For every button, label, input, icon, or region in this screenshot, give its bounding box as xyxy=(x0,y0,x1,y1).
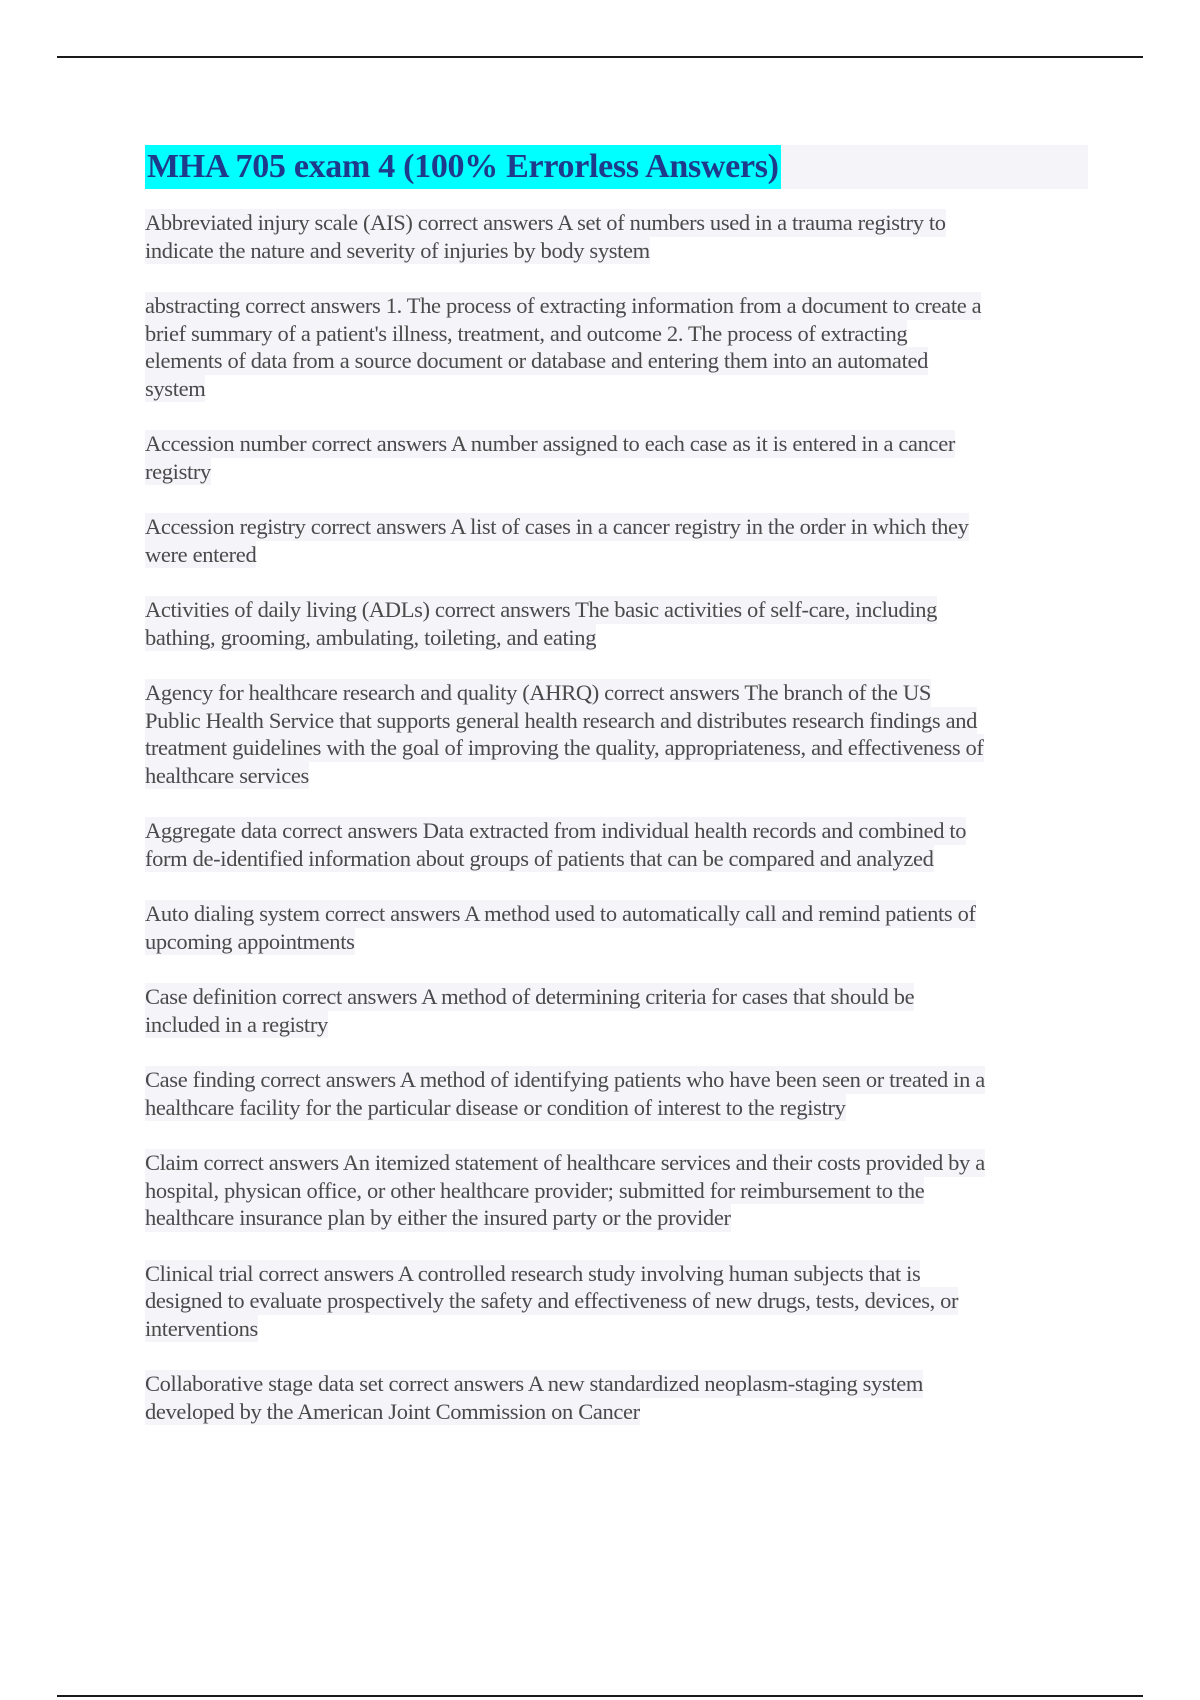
entry-line: Aggregate data correct answers Data extracted from individual health records and combined to xyxy=(145,818,967,843)
entry-line: upcoming appointments xyxy=(145,928,355,954)
glossary-entry xyxy=(145,292,1090,402)
entry-line: Accession registry correct answers A list of cases in a cancer registry in the order in which they xyxy=(145,514,969,539)
glossary-entry xyxy=(145,1370,1090,1425)
entry-line: indicate the nature and severity of injuries by body system xyxy=(145,237,650,263)
entry-line: interventions xyxy=(145,1315,258,1341)
glossary-entry xyxy=(145,817,1090,872)
glossary-entry xyxy=(145,209,1090,264)
entry-line: treatment guidelines with the goal of improving the quality, appropriateness, and effectiveness of xyxy=(145,735,984,760)
footer-rule xyxy=(57,1695,1143,1697)
entry-line: form de-identified information about groups of patients that can be compared and analyzed xyxy=(145,845,934,871)
entry-line: Abbreviated injury scale (AIS) correct answers A set of numbers used in a trauma registry to xyxy=(145,210,946,235)
entry-line: included in a registry xyxy=(145,1011,328,1037)
glossary-entry xyxy=(145,513,1090,568)
document-title: MHA 705 exam 4 (100% Errorless Answers) xyxy=(145,145,781,189)
entry-line: healthcare insurance plan by either the insured party or the provider xyxy=(145,1205,731,1230)
entry-list xyxy=(145,209,1090,1425)
entry-line: Claim correct answers An itemized statement of healthcare services and their costs provided by a xyxy=(145,1150,985,1175)
glossary-entry xyxy=(145,1149,1090,1232)
entry-line: healthcare facility for the particular disease or condition of interest to the registry xyxy=(145,1094,846,1120)
document-body xyxy=(145,145,1090,1453)
glossary-entry xyxy=(145,596,1090,651)
title-band xyxy=(145,145,1088,189)
entry-line: developed by the American Joint Commission on Cancer xyxy=(145,1398,640,1424)
entry-line: abstracting correct answers 1. The process of extracting information from a document to create a xyxy=(145,293,982,318)
entry-line: designed to evaluate prospectively the safety and effectiveness of new drugs, tests, devices, or xyxy=(145,1288,959,1313)
header-rule xyxy=(57,56,1143,58)
entry-line: were entered xyxy=(145,541,257,567)
entry-line: elements of data from a source document or database and entering them into an automated xyxy=(145,348,929,373)
entry-line: Accession number correct answers A number assigned to each case as it is entered in a cancer xyxy=(145,431,955,456)
entry-line: Collaborative stage data set correct answers A new standardized neoplasm-staging system xyxy=(145,1371,924,1396)
entry-line: Public Health Service that supports general health research and distributes research findings and xyxy=(145,707,978,733)
glossary-entry xyxy=(145,1260,1090,1343)
entry-line: Case finding correct answers A method of identifying patients who have been seen or treated in a xyxy=(145,1067,985,1092)
entry-line: bathing, grooming, ambulating, toileting, and eating xyxy=(145,624,597,650)
entry-line: Clinical trial correct answers A controlled research study involving human subjects that is xyxy=(145,1260,921,1286)
entry-line: system xyxy=(145,375,206,401)
entry-line: Auto dialing system correct answers A method used to automatically call and remind patients of xyxy=(145,901,976,926)
entry-line: brief summary of a patient's illness, treatment, and outcome 2. The process of extracting xyxy=(145,320,908,346)
glossary-entry xyxy=(145,430,1090,485)
glossary-entry xyxy=(145,900,1090,955)
entry-line: healthcare services xyxy=(145,762,309,788)
entry-line: hospital, physican office, or other healthcare provider; submitted for reimbursement to the xyxy=(145,1177,925,1203)
entry-line: Case definition correct answers A method of determining criteria for cases that should be xyxy=(145,984,915,1009)
glossary-entry xyxy=(145,1066,1090,1121)
entry-line: Activities of daily living (ADLs) correct answers The basic activities of self-care, including xyxy=(145,597,938,622)
glossary-entry xyxy=(145,679,1090,789)
entry-line: registry xyxy=(145,458,211,484)
glossary-entry xyxy=(145,983,1090,1038)
entry-line: Agency for healthcare research and quality (AHRQ) correct answers The branch of the US xyxy=(145,680,932,705)
